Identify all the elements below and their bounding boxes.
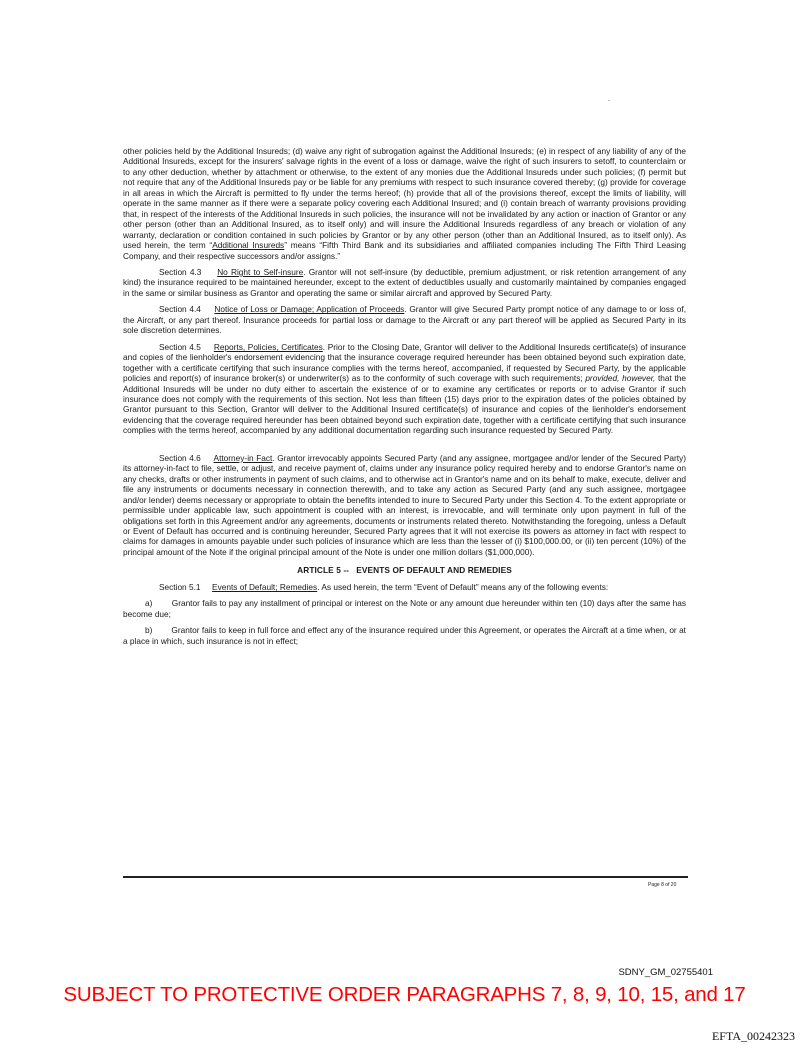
section-text: . Grantor irrevocably appoints Secured Party (and any assignee, mortgagee and/or lender of the Secured Party) its attorney-in-fact to file, settle, or adjust, and receive payment of, claims under any insurance policy required hereby and to endorse Grantor's name on any checks, drafts or other instruments in payment of such claims, and to otherwise act in Grantor's name and on its behalf to make, execute, deliver and file any instruments or documents necessary in connection therewith, and to take any action as Secured Party (and any such assignee, mortgagee and/or lender) deems necessary or appropriate to obtain the benefits intended to inure to Secured Party under this Section 4. To the extent appropriate or permissible under applicable law, such appointment is coupled with an interest, is irrevocable, and will terminate only upon payment in full of the obligations set forth in this Agreement and/or any agreements, documents or instruments related thereto. Notwithstanding the foregoing, unless a Default or Event of Default has occurred and is continuing hereunder, Secured Party agrees that it will not exercise its powers as attorney in fact with respect to claims for damages in amounts payable under such policies of insurance which are less than the lesser of (i) $100,000.00, or (ii) ten percent (10%) of the principal amount of the Note if the original principal amount of the Note is under one million dollars ($1,000,000).	[123, 452, 687, 557]
item-text: Grantor fails to pay any installment of principal or interest on the Note or any amount due hereunder within ten (10) days after the same has become due;	[123, 598, 686, 619]
section-number: Section 4.3	[159, 266, 202, 277]
section-number: Section 4.6	[159, 452, 201, 463]
section-4-3	[123, 267, 686, 298]
section-text: . Grantor will not self-insure (by deductible, premium adjustment, or risk retention arrangement of any kind) the insurance required to be maintained hereunder, except to the extent of deductibles usually and customarily maintained by companies engaged in the same or similar business as Grantor and operating the same or similar aircraft and approved by Secured Party.	[123, 266, 686, 298]
section-text-continued: that the Additional Insureds will be under no duty either to ascertain the existence of or to examine any certificates or reports or to advise Grantor if such insurance does not comply with the requirements of this section. Not less than fifteen (15) days prior to the expiration dates of the policies obtained by Grantor pursuant to this Section, Grantor will deliver to the Additional Insured certificate(s) of insurance and copies of the lienholder's endorsement evidencing that the coverage required hereunder has been obtained beyond such expiration date, together with a certificate certifying that such insurance complies with the terms hereof, accompanied by any additional documentation regarding such insurance requested by Secured Party.	[123, 373, 686, 436]
section-4-5	[123, 342, 686, 436]
section-number: Section 5.1	[159, 581, 201, 592]
section-4-4	[123, 304, 686, 335]
section-title: Events of Default; Remedies	[212, 581, 318, 592]
item-text: Grantor fails to keep in full force and effect any of the insurance required under this Agreement, or operates the Aircraft at a time when, or at a place in which, such insurance is not in effect;	[123, 625, 686, 646]
section-title: Attorney-in Fact	[213, 452, 273, 463]
section-title: Notice of Loss or Damage; Application of Proceeds	[214, 304, 405, 315]
section-4-6	[123, 453, 686, 558]
efta-number: EFTA_00242323	[711, 1029, 795, 1043]
item-label: a)	[145, 598, 153, 609]
section-text: . Prior to the Closing Date, Grantor will deliver to the Additional Insureds certificate(s) of insurance and copies of the lienholder's endorsement evidencing that the insurance coverage required hereunder has been obtained beyond such expiration date, together with a certificate certifying that such insurance complies with the terms hereof, accompanied, if requested by Secured Party, by the applicable policies and report(s) of insurance broker(s) or underwriter(s) as to the conformity of such coverage with such requirements;	[123, 341, 686, 384]
article-5-heading: ARTICLE 5 -- EVENTS OF DEFAULT AND REMEDIES	[297, 565, 512, 576]
bates-number: SDNY_GM_02755401	[618, 967, 713, 978]
list-item-a	[123, 598, 686, 619]
section-number: Section 4.4	[159, 304, 201, 315]
scan-speck	[608, 100, 610, 101]
paragraph-intro	[123, 146, 686, 261]
proviso-italic: provided, however,	[585, 373, 656, 384]
section-text: . As used herein, the term “Event of Default” means any of the following events:	[317, 581, 609, 592]
section-5-1	[123, 582, 686, 592]
intro-text: other policies held by the Additional Insureds; (d) waive any right of subrogation against the Additional Insureds; (e) in respect of any liability of any of the Additional Insureds, except for the insurers' salvage rights in the event of a loss or damage, waive the right of such insurers to setoff, to counterclaim or to any other deduction, whether by attachment or otherwise, to the extent of any monies due the Additional Insureds under such policies; (f) permit but not require that any of the Additional Insureds pay or be liable for any premiums with respect to such insurance covered thereby; (g) provide for coverage in all areas in which the Aircraft is permitted to fly under the terms hereof; (h) provide that all of the provisions thereof, except the limits of liability, will operate in the same manner as if there were a separate policy covering each Additional Insured; and (i) contain breach of warranty provisions providing that, in respect of the interests of the Additional Insureds in such policies, the insurance will not be invalidated by any action or inaction of Grantor or any other person (other than an Additional Insured, as to itself only) and will insure the Additional Insureds regardless of any breach or violation of any warranty, declaration or condition contained in such policies by Grantor or by any other person (other than an Additional Insured, as to itself only). As used herein, the term “	[123, 146, 686, 251]
intro-text-end: ” means “Fifth Third Bank and its subsidiaries and affiliated companies including The Fifth Third Leasing Company, and their respective successors and/or assigns.”	[123, 240, 686, 261]
protective-order-notice: SUBJECT TO PROTECTIVE ORDER PARAGRAPHS 7, 8, 9, 10, 15, and 17	[63, 983, 746, 1006]
section-title: Reports, Policies, Certificates	[213, 341, 323, 352]
document-body	[123, 146, 686, 652]
section-title: No Right to Self-insure	[217, 266, 304, 277]
section-number: Section 4.5	[159, 341, 201, 352]
list-item-b	[123, 625, 686, 646]
footer-rule	[123, 876, 688, 878]
defined-term-additional-insureds: Additional Insureds	[212, 240, 285, 251]
item-label: b)	[145, 625, 153, 636]
section-text: . Grantor will give Secured Party prompt notice of any damage to or loss of, the Aircraft, or any part thereof. Insurance proceeds for partial loss or damage to the Aircraft or any part thereof will be applied as Secured Party in its sole discretion determines.	[123, 304, 687, 336]
page-number: Page 8 of 20	[648, 882, 677, 888]
